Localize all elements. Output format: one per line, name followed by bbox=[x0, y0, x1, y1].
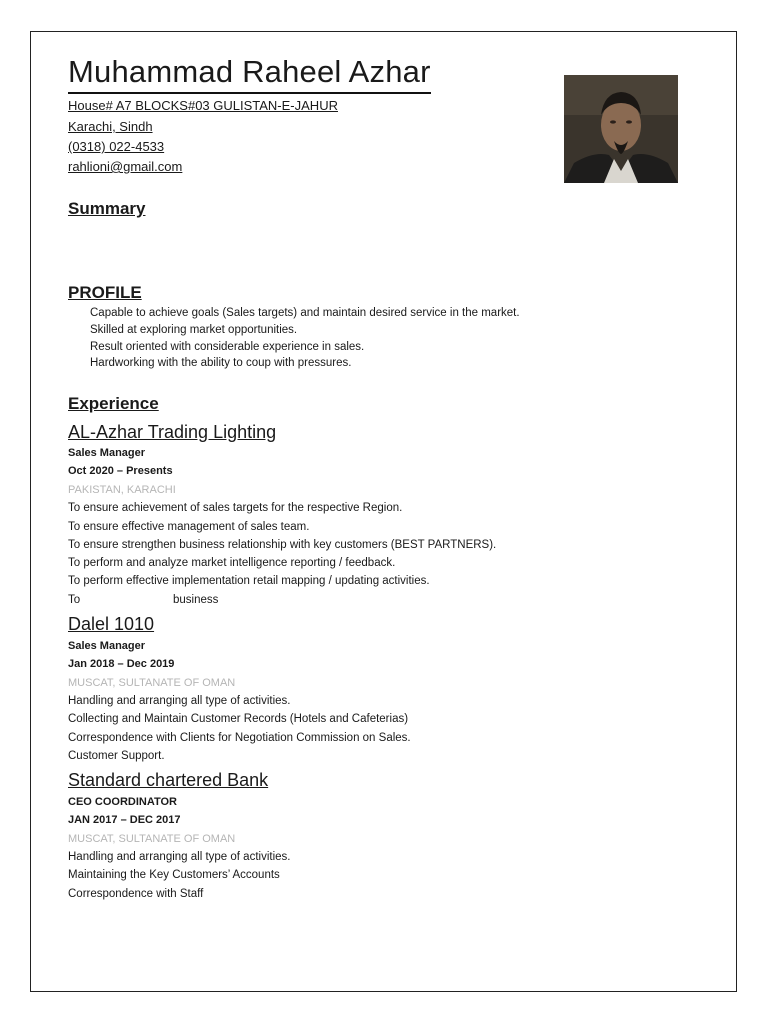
duty-item: To ensure effective management of sales team. bbox=[68, 521, 310, 533]
company-name: Standard chartered Bank bbox=[68, 770, 269, 790]
city-line[interactable]: Karachi, Sindh bbox=[68, 119, 153, 134]
profile-item: Skilled at exploring market opportunities. bbox=[90, 324, 298, 336]
profile-item: Hardworking with the ability to coup with pressures. bbox=[90, 357, 352, 369]
job-dates: Jan 2018 – Dec 2019 bbox=[68, 658, 175, 670]
summary-heading: Summary bbox=[68, 199, 146, 218]
duty-item: To ensure strengthen business relationship with key customers (BEST PARTNERS). bbox=[68, 539, 497, 551]
duty-item-start: To bbox=[68, 594, 81, 606]
duty-item: Maintaining the Key Customers’ Accounts bbox=[68, 869, 280, 881]
experience-heading: Experience bbox=[68, 394, 159, 413]
duty-item: Correspondence with Staff bbox=[68, 888, 204, 900]
job-location: MUSCAT, SULTANATE OF OMAN bbox=[68, 833, 236, 845]
job-dates: JAN 2017 – DEC 2017 bbox=[68, 814, 181, 826]
address-line[interactable]: House# A7 BLOCKS#03 GULISTAN-E-JAHUR bbox=[68, 98, 338, 113]
duty-item: Handling and arranging all type of activities. bbox=[68, 695, 291, 707]
profile-item: Capable to achieve goals (Sales targets) and maintain desired service in the market. bbox=[90, 307, 520, 319]
email-link[interactable]: rahlioni@gmail.com bbox=[68, 159, 183, 174]
duty-item: Collecting and Maintain Customer Records (Hotels and Cafeterias) bbox=[68, 713, 409, 725]
profile-heading: PROFILE bbox=[68, 283, 142, 302]
job-location: PAKISTAN, KARACHI bbox=[68, 484, 176, 496]
job-title: Sales Manager bbox=[68, 640, 146, 652]
duty-item-end: business bbox=[173, 594, 219, 606]
duty-item: To perform effective implementation retail mapping / updating activities. bbox=[68, 575, 430, 587]
company-name: Dalel 1010 bbox=[68, 614, 155, 634]
phone-link[interactable]: (0318) 022-4533 bbox=[68, 139, 165, 154]
job-dates: Oct 2020 – Presents bbox=[68, 465, 173, 477]
job-title: Sales Manager bbox=[68, 447, 146, 459]
duty-item: Customer Support. bbox=[68, 750, 165, 762]
duty-item: To ensure achievement of sales targets for the respective Region. bbox=[68, 502, 403, 514]
candidate-name: Muhammad Raheel Azhar bbox=[68, 52, 431, 94]
duty-item: Correspondence with Clients for Negotiation Commission on Sales. bbox=[68, 732, 411, 744]
job-location: MUSCAT, SULTANATE OF OMAN bbox=[68, 677, 236, 689]
profile-photo bbox=[564, 75, 678, 183]
duty-item: Handling and arranging all type of activities. bbox=[68, 851, 291, 863]
profile-item: Result oriented with considerable experience in sales. bbox=[90, 341, 365, 353]
job-title: CEO COORDINATOR bbox=[68, 796, 177, 808]
company-name: AL-Azhar Trading Lighting bbox=[68, 422, 277, 442]
duty-item: To perform and analyze market intelligence reporting / feedback. bbox=[68, 557, 396, 569]
resume-page bbox=[30, 31, 737, 992]
